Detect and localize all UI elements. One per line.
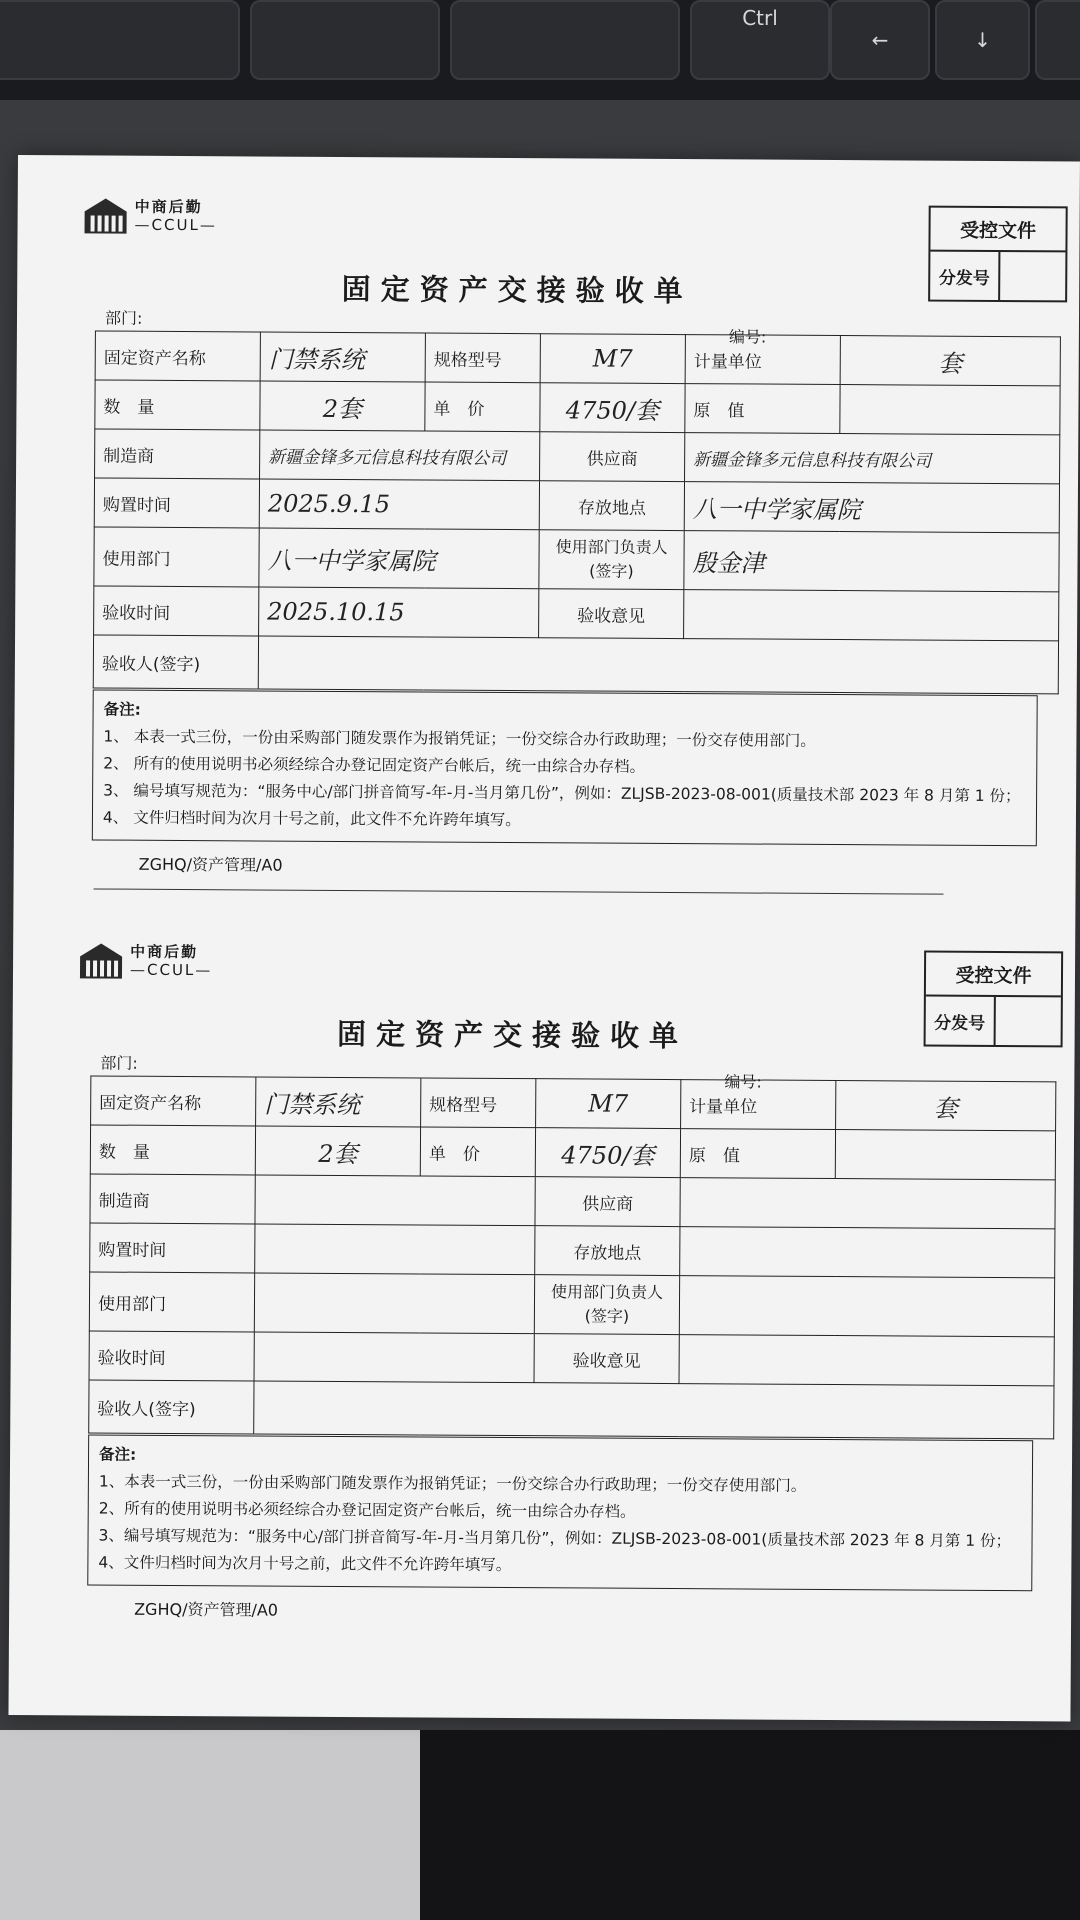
keyboard-key <box>250 0 440 80</box>
document-code: ZGHQ/资产管理/A0 <box>138 854 283 875</box>
value-cell <box>255 1175 535 1226</box>
label-cell: 验收意见 <box>539 589 684 639</box>
label-cell: 规格型号 <box>421 1078 536 1128</box>
table-row <box>91 1076 1056 1131</box>
asset-acceptance-form-bottom <box>9 900 1075 1626</box>
value-cell <box>258 636 1058 694</box>
value-cell: 4750/套 <box>540 383 685 433</box>
value-cell: 2025.10.15 <box>259 587 539 638</box>
note-item: 3、 编号填写规范为：“服务中心/部门拼音简写-年-月-当月第几份”，例如：ZLJSB-2023-08-001(质量技术部 2023 年 8 月第 1 份； <box>103 781 1021 806</box>
company-logo <box>78 940 213 981</box>
notes-title: 备注: <box>103 700 141 719</box>
label-cell: 供应商 <box>540 432 685 482</box>
department-label: 部门: <box>100 1053 138 1073</box>
value-cell <box>680 1227 1055 1278</box>
controlled-document-label: 受控文件 <box>926 953 1061 998</box>
note-item: 2、所有的使用说明书必须经综合办登记固定资产台帐后，统一由综合办存档。 <box>98 1499 636 1521</box>
label-cell: 购置时间 <box>90 1223 255 1273</box>
notes-section <box>92 689 1038 846</box>
value-cell: 八一中学家属院 <box>684 482 1059 533</box>
building-logo-icon <box>78 940 124 980</box>
value-cell <box>684 590 1059 641</box>
label-cell: 计量单位 <box>685 335 840 385</box>
label-cell: 制造商 <box>95 429 260 479</box>
paper-sheet <box>8 155 1080 1721</box>
number-label: 编号: <box>728 327 767 347</box>
keyboard-key <box>1035 0 1080 80</box>
label-cell: 购置时间 <box>94 478 259 528</box>
keyboard-key <box>450 0 680 80</box>
notes-title: 备注: <box>99 1445 137 1464</box>
distribution-number-label: 分发号 <box>926 997 996 1045</box>
value-cell <box>680 1178 1055 1229</box>
value-cell: 殷金津 <box>684 531 1059 592</box>
label-cell: 单 价 <box>425 382 540 432</box>
logo-en-text: —CCUL— <box>129 960 213 980</box>
note-item: 4、 文件归档时间为次月十号之前，此文件不允许跨年填写。 <box>102 808 521 830</box>
form-title: 固定资产交接验收单 <box>341 271 693 309</box>
asset-table <box>88 1075 1056 1439</box>
document-code: ZGHQ/资产管理/A0 <box>134 1599 279 1620</box>
table-row <box>89 1272 1054 1337</box>
table-row <box>95 331 1060 386</box>
label-cell: 制造商 <box>90 1174 255 1224</box>
table-row <box>95 380 1060 435</box>
value-cell <box>679 1335 1054 1386</box>
value-cell <box>254 1381 1054 1439</box>
value-cell <box>840 385 1060 435</box>
keyboard-key-ctrl: Ctrl <box>690 0 830 80</box>
label-cell: 验收人(签字) <box>93 635 258 689</box>
value-cell: 门禁系统 <box>256 1077 421 1127</box>
table-row <box>95 429 1060 484</box>
label-cell: 存放地点 <box>535 1226 680 1276</box>
table-row <box>90 1223 1055 1278</box>
label-cell: 固定资产名称 <box>95 331 260 381</box>
table-row <box>90 1125 1055 1180</box>
value-cell: 套 <box>836 1081 1056 1131</box>
value-cell: M7 <box>536 1079 681 1129</box>
value-cell: 门禁系统 <box>260 332 425 382</box>
label-cell: 使用部门 <box>89 1272 254 1332</box>
label-cell: 单 价 <box>420 1127 535 1177</box>
table-row <box>89 1331 1054 1386</box>
table-row <box>94 586 1059 641</box>
value-cell: 新疆金锋多元信息科技有限公司 <box>685 433 1060 484</box>
value-cell: M7 <box>540 334 685 384</box>
value-cell: 八一中学家属院 <box>259 528 539 589</box>
building-logo-icon <box>83 195 129 235</box>
value-cell <box>254 1273 534 1334</box>
distribution-number-label: 分发号 <box>930 252 1000 300</box>
label-cell: 原 值 <box>685 384 840 434</box>
label-cell: 数 量 <box>90 1125 255 1175</box>
keyboard-key <box>0 0 240 80</box>
value-cell <box>255 1224 535 1275</box>
note-item: 3、编号填写规范为：“服务中心/部门拼音简写-年-月-当月第几份”，例如：ZLJSB-2023-08-001(质量技术部 2023 年 8 月第 1 份； <box>98 1526 1012 1551</box>
table-row <box>94 527 1059 592</box>
value-cell <box>679 1276 1054 1337</box>
label-cell: 供应商 <box>535 1177 680 1227</box>
value-cell: 4750/套 <box>535 1128 680 1178</box>
label-cell: 使用部门负责人 (签字) <box>539 530 684 590</box>
form-title: 固定资产交接验收单 <box>337 1016 689 1054</box>
value-cell <box>254 1332 534 1383</box>
label-cell: 验收人(签字) <box>89 1380 254 1434</box>
asset-acceptance-form-top <box>14 155 1080 881</box>
department-label: 部门: <box>104 308 143 328</box>
company-logo <box>83 195 218 236</box>
label-cell: 验收意见 <box>534 1334 679 1384</box>
label-cell: 验收时间 <box>94 586 259 636</box>
keyboard-key-down-arrow: ↓ <box>935 0 1030 80</box>
table-row <box>90 1174 1055 1229</box>
controlled-document-label: 受控文件 <box>930 208 1065 253</box>
label-cell: 验收时间 <box>89 1331 254 1381</box>
label-cell: 原 值 <box>680 1129 835 1179</box>
label-cell: 数 量 <box>95 380 260 430</box>
notes-section <box>87 1434 1033 1591</box>
label-cell: 存放地点 <box>539 481 684 531</box>
note-item: 2、 所有的使用说明书必须经综合办登记固定资产台帐后，统一由综合办存档。 <box>103 754 646 776</box>
value-cell: 2套 <box>260 381 425 431</box>
desk-bottom-light <box>0 1730 420 1920</box>
value-cell: 套 <box>840 336 1060 386</box>
logo-cn-text: 中商后勤 <box>130 942 199 962</box>
label-cell: 固定资产名称 <box>91 1076 256 1126</box>
value-cell: 2套 <box>255 1126 420 1176</box>
label-cell: 计量单位 <box>681 1080 836 1130</box>
logo-en-text: —CCUL— <box>134 215 217 235</box>
label-cell: 使用部门 <box>94 527 259 587</box>
note-item: 4、文件归档时间为次月十号之前，此文件不允许跨年填写。 <box>98 1553 512 1575</box>
keyboard-key-left-arrow: ← <box>830 0 930 80</box>
table-row <box>89 1380 1054 1439</box>
table-row <box>94 478 1059 533</box>
asset-table <box>93 330 1061 694</box>
number-label: 编号: <box>724 1072 762 1092</box>
label-cell: 使用部门负责人 (签字) <box>534 1275 679 1335</box>
note-item: 1、 本表一式三份，一份由采购部门随发票作为报销凭证；一份交综合办行政助理；一份交存使用部门。 <box>103 727 816 750</box>
value-cell: 2025.9.15 <box>259 479 539 530</box>
logo-cn-text: 中商后勤 <box>134 197 203 217</box>
value-cell: 新疆金锋多元信息科技有限公司 <box>260 430 540 481</box>
table-row <box>93 635 1058 694</box>
value-cell <box>835 1130 1055 1180</box>
label-cell: 规格型号 <box>425 333 540 383</box>
note-item: 1、本表一式三份，一份由采购部门随发票作为报销凭证；一份交综合办行政助理；一份交存使用部门。 <box>98 1472 807 1495</box>
separator-line <box>94 888 944 894</box>
